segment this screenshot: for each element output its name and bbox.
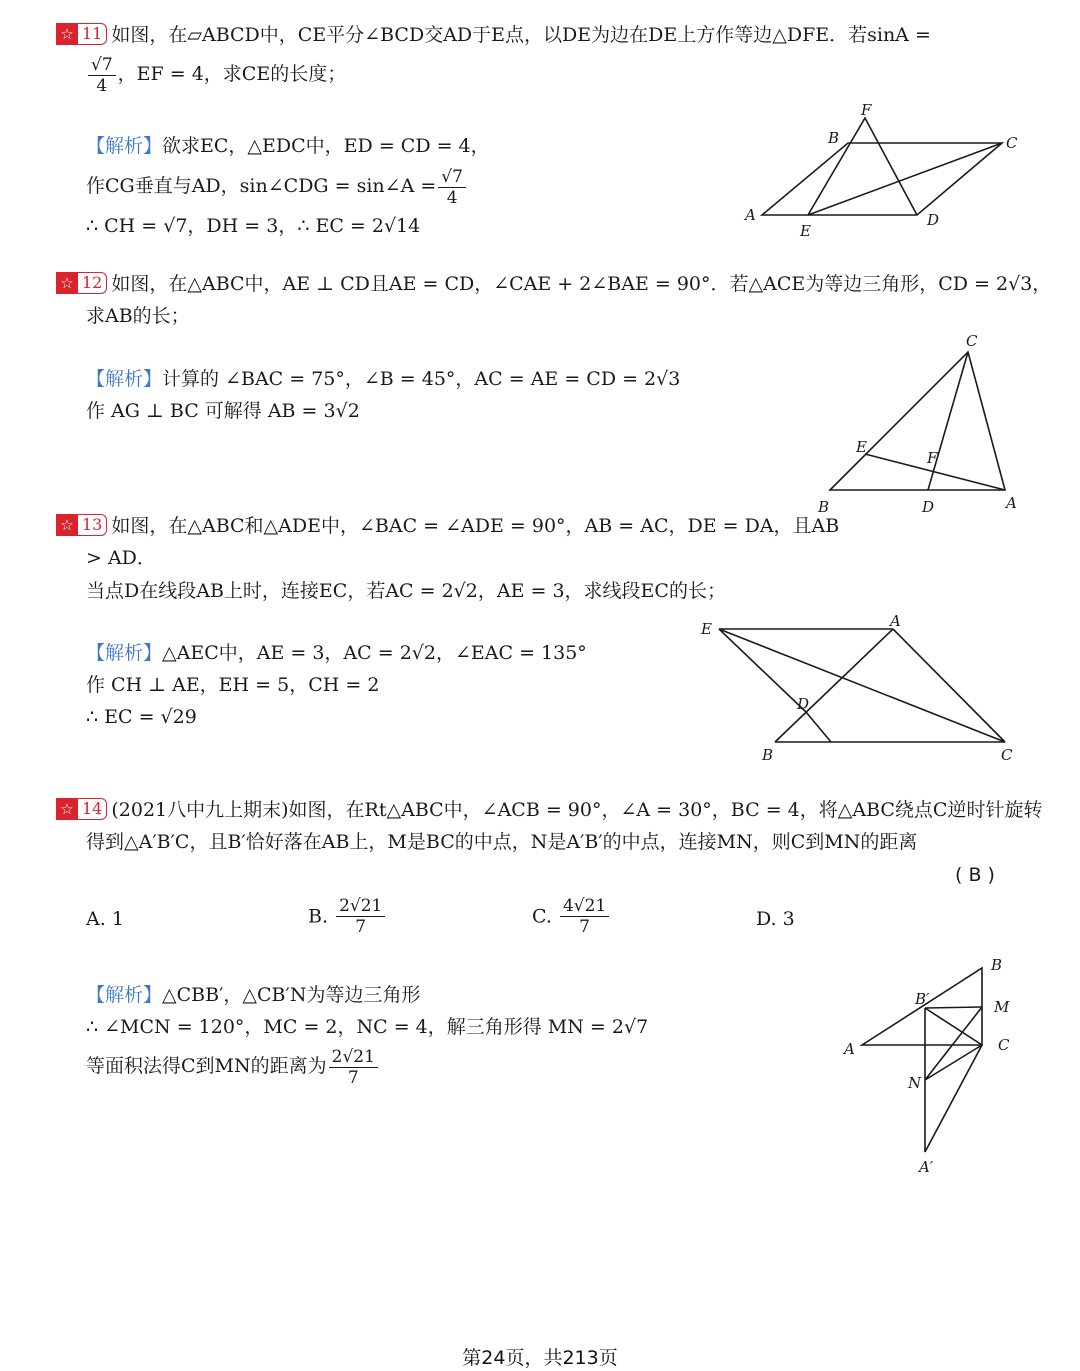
fraction: $\frac{2√21}{7}$: [336, 896, 385, 937]
problem-14-solution-2: ∴ ∠MCN = 120°，MC = 2，NC = 4，解三角形得 MN = 2√7: [86, 1016, 649, 1038]
star-icon: ☆: [56, 23, 78, 45]
problem-number-badge: ☆ 14: [56, 798, 107, 820]
analysis-label: 【解析】: [86, 642, 163, 664]
problem-11-stem-cont: $\frac{√7}{4}$ ，EF = 4，求CE的长度；: [86, 52, 346, 96]
parallelogram: [762, 143, 1002, 215]
problem-13-stem-cont: > AD．: [86, 547, 156, 569]
problem-11-solution-3: ∴ CH = √7，DH = 3，∴ EC = 2√14: [86, 215, 421, 237]
star-icon: ☆: [56, 798, 78, 820]
figure-14: [840, 950, 1040, 1180]
problem-14-solution-1: 【解析】△CBB′，△CB′N为等边三角形: [86, 984, 421, 1006]
option-c[interactable]: C. $\frac{4√21}{7}$: [532, 896, 611, 937]
fraction: $\frac{2√21}{7}$: [329, 1047, 378, 1088]
analysis-label: 【解析】: [86, 135, 163, 157]
label-b: B: [991, 956, 1003, 974]
figure-13: [695, 612, 1025, 767]
label-a: A: [890, 612, 901, 630]
problem-12-stem: ☆ 12 如图，在△ABC中，AE ⊥ CD且AE = CD，∠CAE + 2∠BAE = 90°．若△ACE为等边三角形，CD = 2√3，: [56, 271, 1051, 297]
label-n: N: [908, 1074, 922, 1092]
answer-bracket: ( B ): [955, 864, 995, 886]
label-e: E: [856, 438, 867, 456]
option-a[interactable]: A. 1: [86, 908, 124, 930]
segment-mn: [925, 1007, 982, 1080]
analysis-label: 【解析】: [86, 368, 163, 390]
problem-12-stem-cont: 求AB的长；: [86, 305, 190, 327]
figure-11: [740, 100, 1030, 245]
figure-12: [810, 330, 1030, 520]
problem-number-badge: ☆ 12: [56, 272, 107, 294]
problem-11-solution-2: 作CG垂直与AD，sin∠CDG = sin∠A = $\frac{√7}{4}$: [86, 164, 468, 208]
problem-number-badge: ☆ 13: [56, 514, 107, 536]
label-a: A: [745, 206, 756, 224]
label-b-prime: B′: [915, 990, 930, 1008]
segment-ac: [893, 629, 1005, 742]
problem-11-solution-1: 【解析】欲求EC，△EDC中，ED = CD = 4，: [86, 135, 490, 157]
option-b[interactable]: B. $\frac{2√21}{7}$: [308, 896, 387, 937]
label-e: E: [800, 222, 811, 240]
problem-14-solution-3: 等面积法得C到MN的距离为 $\frac{2√21}{7}$: [86, 1044, 380, 1088]
problem-12-solution-1: 【解析】计算的 ∠BAC = 75°，∠B = 45°，AC = AE = CD = 2√3: [86, 368, 681, 390]
label-a: A: [1006, 494, 1017, 512]
problem-13-solution-2: 作 CH ⊥ AE，EH = 5，CH = 2: [86, 674, 380, 696]
segment-ab: [775, 629, 893, 742]
label-c: C: [998, 1036, 1010, 1054]
segment-b-prime-m: [925, 1007, 982, 1008]
segment-ce: [808, 143, 1002, 215]
label-e: E: [701, 620, 712, 638]
label-m: M: [994, 998, 1010, 1016]
fraction: $\frac{√7}{4}$: [88, 55, 116, 96]
label-a: A: [844, 1040, 855, 1058]
segment-ec: [719, 629, 1005, 742]
problem-11-stem: ☆ 11 如图，在▱ABCD中，CE平分∠BCD交AD于E点，以DE为边在DE上方作等边△DFE．若sinA =: [56, 22, 931, 48]
triangle-a-prime-b-prime-c: [925, 1008, 982, 1152]
label-a-prime: A′: [919, 1158, 934, 1176]
label-d: D: [922, 498, 935, 516]
label-c: C: [1006, 134, 1018, 152]
problem-13-solution-3: ∴ EC = √29: [86, 706, 197, 728]
fraction: $\frac{√7}{4}$: [438, 167, 466, 208]
triangle-abc: [830, 352, 1005, 490]
star-icon: ☆: [56, 514, 78, 536]
problem-14-stem-cont: 得到△A′B′C，且B′恰好落在AB上，M是BC的中点，N是A′B′的中点，连接MN，则C到MN的距离: [86, 831, 918, 853]
page-footer: 第24页，共213页: [462, 1347, 618, 1369]
problem-13-stem-cont-2: 当点D在线段AB上时，连接EC，若AC = 2√2，AE = 3，求线段EC的长；: [86, 580, 726, 602]
label-b: B: [818, 498, 830, 516]
option-d[interactable]: D. 3: [756, 908, 795, 930]
problem-13-solution-1: 【解析】△AEC中，AE = 3，AC = 2√2，∠EAC = 135°: [86, 642, 587, 664]
problem-number-badge: ☆ 11: [56, 23, 107, 45]
problem-14-stem: ☆ 14 (2021八中九上期末)如图，在Rt△ABC中，∠ACB = 90°，∠A = 30°，BC = 4，将△ABC绕点C逆时针旋转: [56, 797, 1042, 823]
segment-d-down: [806, 712, 831, 742]
problem-13-stem: ☆ 13 如图，在△ABC和△ADE中，∠BAC = ∠ADE = 90°，AB = AC，DE = DA，且AB: [56, 513, 839, 539]
label-f: F: [927, 449, 938, 467]
label-c: C: [966, 332, 978, 350]
triangle-dfe: [808, 118, 917, 215]
label-d: D: [927, 211, 940, 229]
label-b: B: [762, 746, 774, 764]
segment-ed: [719, 629, 806, 712]
label-d: D: [797, 695, 810, 713]
fraction: $\frac{4√21}{7}$: [560, 896, 609, 937]
label-f: F: [861, 101, 872, 119]
star-icon: ☆: [56, 272, 78, 294]
problem-12-solution-2: 作 AG ⊥ BC 可解得 AB = 3√2: [86, 400, 360, 422]
analysis-label: 【解析】: [86, 984, 163, 1006]
label-b: B: [828, 129, 840, 147]
label-c: C: [1001, 746, 1013, 764]
